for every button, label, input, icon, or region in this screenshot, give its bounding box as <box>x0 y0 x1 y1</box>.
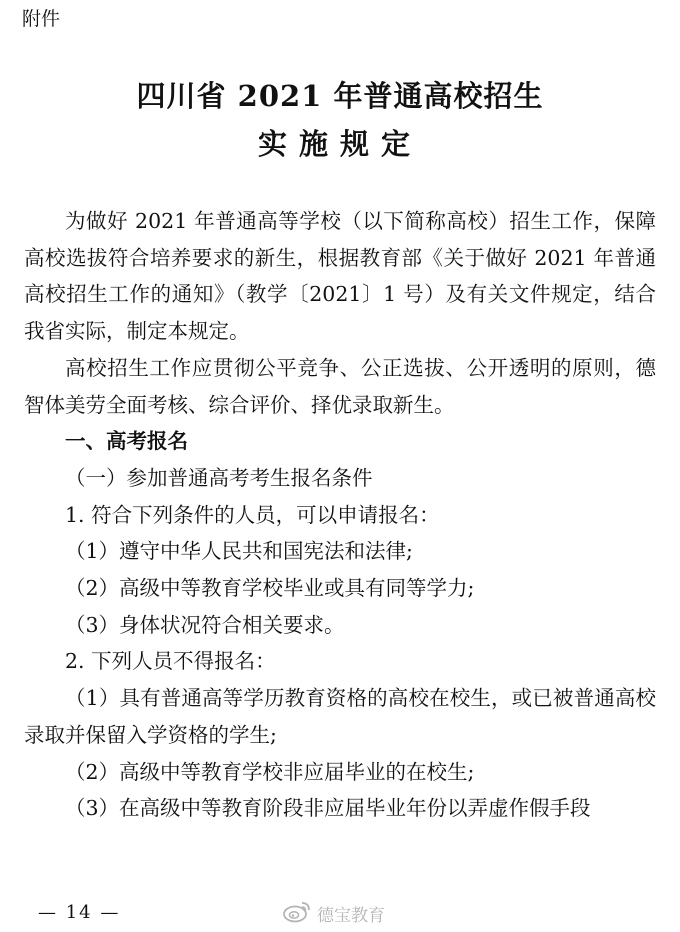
clause-subitem: （1）具有普通高等学历教育资格的高校在校生，或已被普通高校录取并保留入学资格的学生; <box>24 686 656 747</box>
attachment-label: 附件 <box>22 8 61 30</box>
document-title-line1: 四川省 2021 年普通高校招生 <box>136 79 544 113</box>
clause-item: 1. 符合下列条件的人员，可以申请报名： <box>65 502 440 527</box>
subsection-heading: （一）参加普通高考考生报名条件 <box>65 465 373 490</box>
clause-subitem: （3）在高级中等教育阶段非应届毕业年份以弄虚作假手段 <box>65 796 591 821</box>
watermark <box>282 899 385 927</box>
watermark-text: 德宝教育 <box>317 905 385 926</box>
document-body <box>24 203 656 827</box>
clause-subitem: （3）身体状况符合相关要求。 <box>65 612 345 637</box>
clause-subitem: （2）高级中等教育学校非应届毕业的在校生; <box>65 759 475 784</box>
paragraph-principle: 高校招生工作应贯彻公平竞争、公正选拔、公开透明的原则，德智体美劳全面考核、综合评价、择优录取新生。 <box>24 355 656 417</box>
page-number: — 14 — <box>38 902 121 923</box>
clause-subitem: （2）高级中等教育学校毕业或具有同等学力; <box>65 576 475 601</box>
paragraph-intro: 为做好 2021 年普通高等学校（以下简称高校）招生工作，保障高校选拔符合培养要求的新生，根据教育部《关于做好 2021 年普通高校招生工作的通知》（教学〔2021〕1 号）及有关文件规定，结合我省实际，制定本规定。 <box>24 209 656 344</box>
clause-item: 2. 下列人员不得报名： <box>65 649 276 674</box>
weibo-icon <box>282 899 312 928</box>
document-title-line2: 实施规定 <box>257 127 422 161</box>
clause-subitem: （1）遵守中华人民共和国宪法和法律; <box>65 539 413 564</box>
section-heading: 一、高考报名 <box>65 429 188 454</box>
